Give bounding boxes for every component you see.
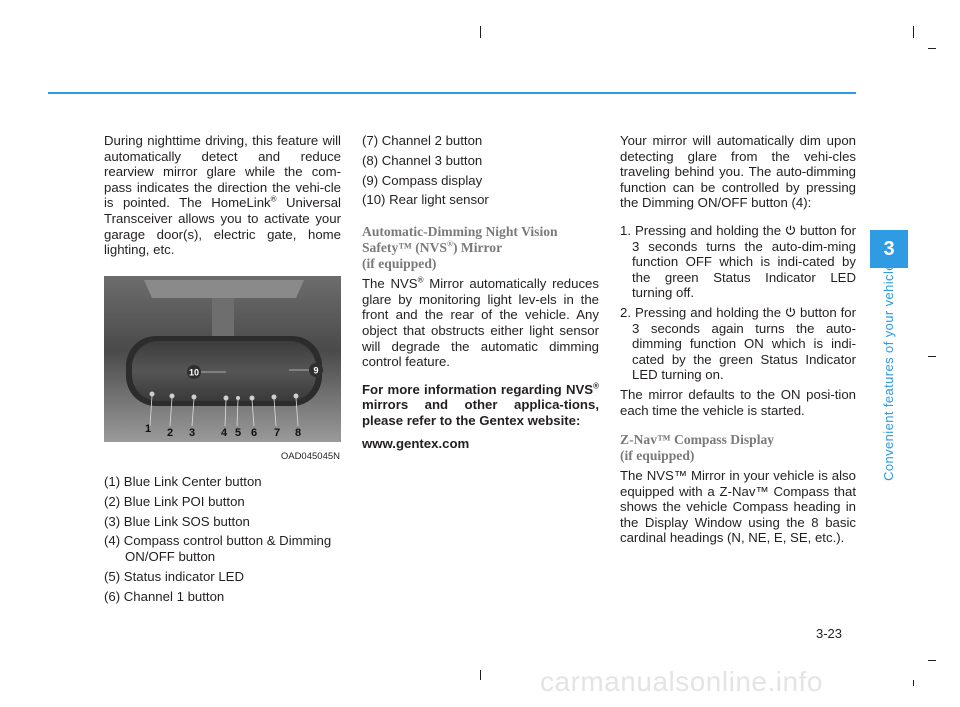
step-2: 2. Pressing and holding the button for 3 seconds again turns the auto-dimming function ON which is indi-cated by the green Status Indicator LED turning on.: [620, 304, 857, 383]
left-list: [104, 474, 341, 608]
crop-mark: [913, 26, 914, 38]
dimming-button-icon: [785, 225, 796, 236]
callout-4: 4: [220, 427, 228, 439]
list-item: (7) Channel 2 button: [362, 133, 483, 148]
crop-mark: [928, 48, 936, 49]
znav-paragraph: The NVS™ Mirror in your vehicle is also equipped with a Z-Nav™ Compass that shows the vehicle Compass heading in the Display Window using the 8 basic cardinal headings (N, NE, E, SE, etc.).: [620, 468, 856, 546]
crop-mark: [913, 680, 914, 686]
left-column: [104, 133, 341, 258]
chapter-tab: 3: [870, 230, 908, 268]
intro-paragraph: During nighttime driving, this feature will automatically detect and reduce rearview mirror glare while the com-pass indicates the direction the vehi-cle is pointed. The HomeLink® Universal Transceiver allows you to activate your garage door(s), electric gate, home lighting, etc.: [104, 133, 341, 258]
callout-8: 8: [294, 427, 302, 439]
list-item: (5) Status indicator LED: [104, 568, 244, 584]
list-item: (10) Rear light sensor: [362, 192, 489, 208]
crop-mark: [480, 26, 481, 38]
list-item: (4) Compass control button & Dimming ON/OFF button: [104, 533, 332, 564]
middle-column: [362, 133, 599, 452]
step-1: 1. Pressing and holding the button for 3 seconds turns the auto-dim-ming function OFF which is indi-cated by the green Status Indicator LED turning off.: [620, 222, 857, 301]
default-paragraph: The mirror defaults to the ON posi-tion each time the vehicle is started.: [620, 386, 856, 418]
chapter-title: Convenient features of your vehicle: [881, 263, 896, 481]
mirror-figure: [104, 276, 341, 462]
crop-mark: [480, 670, 481, 680]
callout-2: 2: [166, 427, 174, 439]
callout-3: 3: [188, 427, 196, 439]
list-item: (6) Channel 1 button: [104, 588, 225, 604]
watermark: carmanualsonline.info: [540, 666, 823, 697]
callout-6: 6: [250, 427, 258, 439]
list-item: (3) Blue Link SOS button: [104, 513, 250, 529]
callout-5: 5: [234, 427, 242, 439]
dimming-button-icon: [785, 307, 796, 318]
right-column: [620, 133, 856, 546]
crop-mark: [928, 660, 936, 661]
callout-9: 9: [313, 365, 319, 376]
section-heading: Z-Nav™ Compass Display (if equipped): [620, 432, 775, 464]
page-number: 3-23: [816, 626, 843, 641]
figure-code: OAD045045N: [280, 451, 340, 462]
section-heading: Automatic-Dimming Night Vision Safety™ (NVS®) Mirror (if equipped): [362, 224, 558, 272]
header-rule: [48, 92, 856, 94]
intro-paragraph: Your mirror will automatically dim upon detecting glare from the vehi-cles traveling behind you. The auto-dimming function can be controlled by pressing the Dimming ON/OFF button (4):: [620, 133, 856, 211]
nvs-paragraph: The NVS® Mirror automatically reduces glare by monitoring light lev-els in the front and the rear of the vehicle. Any object that obstructs either light sensor will degrade the automatic dimming control feature.: [362, 275, 599, 370]
callout-1: 1: [144, 423, 152, 435]
list-item: (1) Blue Link Center button: [104, 474, 262, 489]
crop-mark: [928, 356, 936, 357]
callout-10: 10: [188, 367, 200, 378]
gentex-url[interactable]: www.gentex.com: [362, 436, 470, 452]
list-item: (2) Blue Link POI button: [104, 493, 245, 509]
list-item: (9) Compass display: [362, 172, 483, 188]
callout-7: 7: [273, 427, 281, 439]
list-item: (8) Channel 3 button: [362, 152, 483, 168]
gentex-paragraph: For more information regarding NVS® mirrors and other applica-tions, please refer to the Gentex website:: [362, 381, 599, 428]
